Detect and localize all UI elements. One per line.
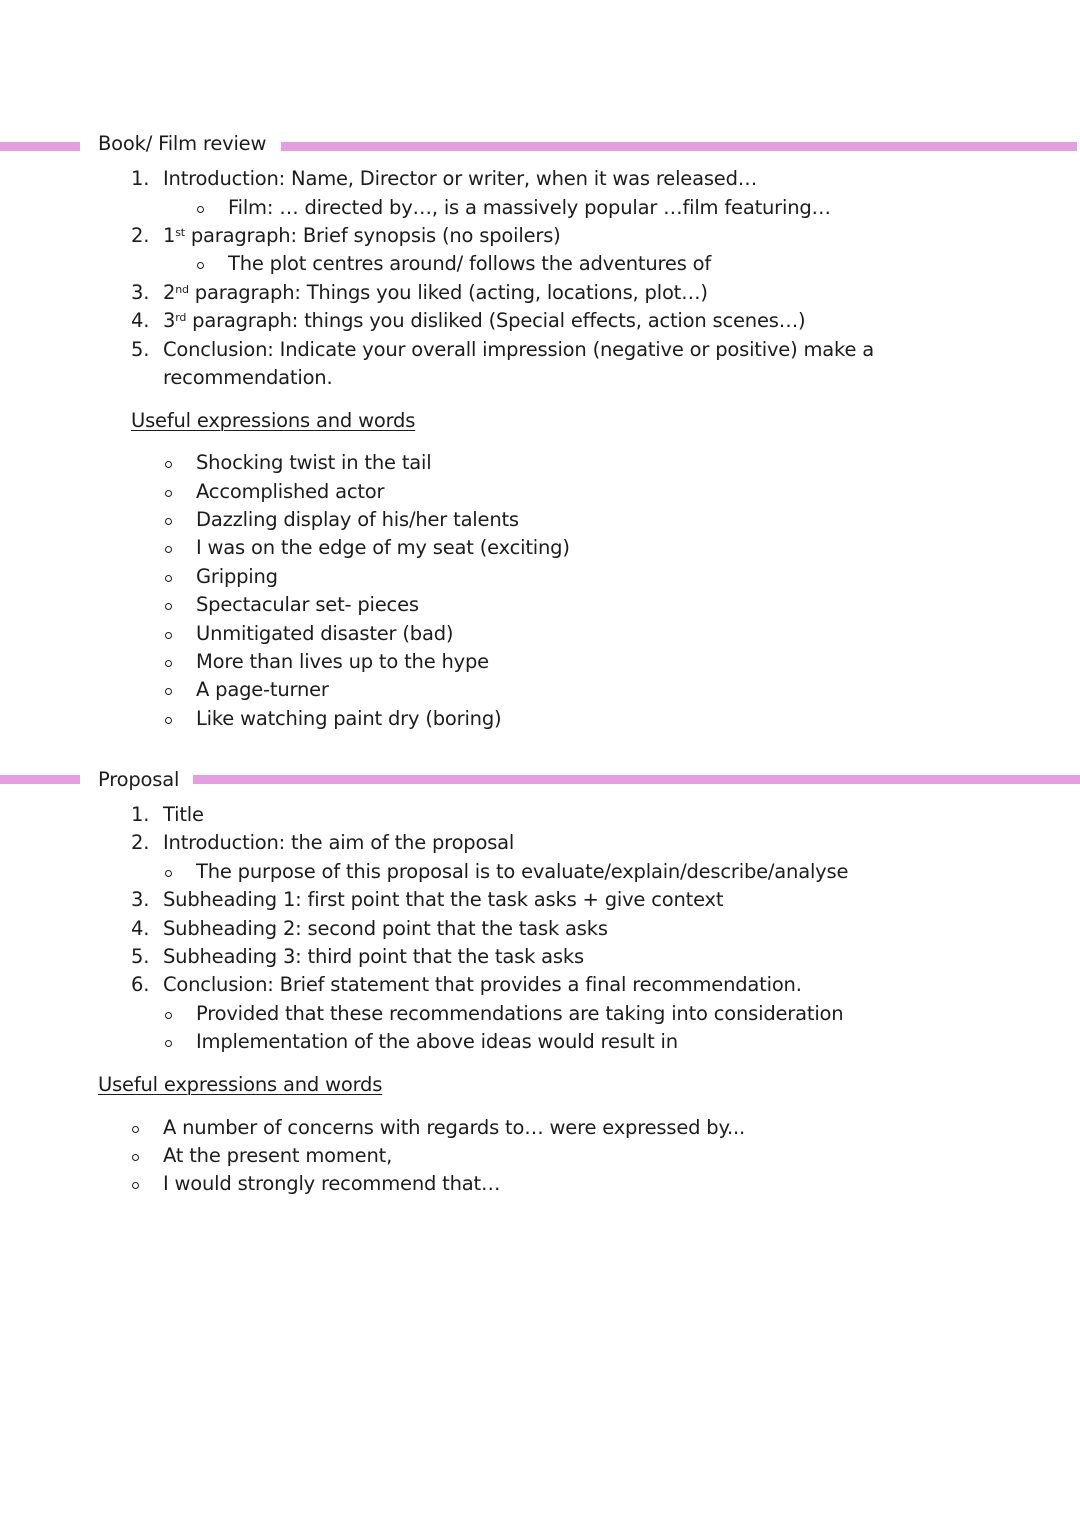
- section-heading-proposal: Proposal: [98, 768, 180, 791]
- bullet-icon: [132, 1126, 139, 1133]
- list-item-text: Introduction: Name, Director or writer, when it was released…: [163, 167, 758, 190]
- list-item: I was on the edge of my seat (exciting): [196, 536, 570, 559]
- list-item: A page-turner: [196, 678, 329, 701]
- bullet-icon: [165, 461, 172, 468]
- bullet-icon: [165, 688, 172, 695]
- list-number: 2.: [131, 831, 150, 854]
- list-number: 1.: [131, 803, 150, 826]
- list-item-text: Conclusion: Indicate your overall impression (negative or positive) make a: [163, 338, 874, 361]
- bullet-icon: [165, 632, 172, 639]
- list-number: 3.: [131, 888, 150, 911]
- list-item: At the present moment,: [163, 1144, 393, 1167]
- bullet-icon: [165, 603, 172, 610]
- section-heading-book-film-review: Book/ Film review: [98, 132, 267, 155]
- section-divider-left: [0, 775, 80, 784]
- list-number: 3.: [131, 281, 150, 304]
- bullet-icon: [165, 490, 172, 497]
- list-item: I would strongly recommend that…: [163, 1172, 501, 1195]
- bullet-icon: [165, 518, 172, 525]
- list-item: Accomplished actor: [196, 480, 385, 503]
- list-item: Shocking twist in the tail: [196, 451, 432, 474]
- bullet-icon: [165, 1012, 172, 1019]
- sub-item-text: The plot centres around/ follows the adventures of: [228, 252, 712, 275]
- list-item: Unmitigated disaster (bad): [196, 622, 454, 645]
- bullet-icon: [197, 262, 204, 269]
- list-number: 6.: [131, 973, 150, 996]
- list-item-text: Conclusion: Brief statement that provides a final recommendation.: [163, 973, 802, 996]
- list-number: 2.: [131, 224, 150, 247]
- list-number: 4.: [131, 309, 150, 332]
- sub-item-text: The purpose of this proposal is to evaluate/explain/describe/analyse: [196, 860, 849, 883]
- bullet-icon: [165, 660, 172, 667]
- section-divider-right: [281, 142, 1077, 151]
- bullet-icon: [132, 1182, 139, 1189]
- list-item-text: Subheading 2: second point that the task asks: [163, 917, 608, 940]
- list-item-text: Subheading 1: first point that the task asks + give context: [163, 888, 724, 911]
- sub-item-text: Implementation of the above ideas would result in: [196, 1030, 678, 1053]
- list-item-text: Subheading 3: third point that the task asks: [163, 945, 584, 968]
- list-item-text: 1st paragraph: Brief synopsis (no spoilers): [163, 224, 561, 247]
- bullet-icon: [165, 717, 172, 724]
- list-item: A number of concerns with regards to… were expressed by...: [163, 1116, 746, 1139]
- list-item-text: 2nd paragraph: Things you liked (acting, locations, plot…): [163, 281, 708, 304]
- list-item-text-continued: recommendation.: [163, 366, 333, 389]
- bullet-icon: [165, 1040, 172, 1047]
- list-item: Dazzling display of his/her talents: [196, 508, 519, 531]
- list-item: Spectacular set- pieces: [196, 593, 419, 616]
- useful-expressions-heading: Useful expressions and words: [131, 409, 416, 432]
- list-item-text: Title: [163, 803, 204, 826]
- list-number: 5.: [131, 338, 150, 361]
- sub-item-text: Provided that these recommendations are taking into consideration: [196, 1002, 844, 1025]
- list-number: 5.: [131, 945, 150, 968]
- bullet-icon: [165, 870, 172, 877]
- section-divider-left: [0, 142, 80, 151]
- list-item-text: Introduction: the aim of the proposal: [163, 831, 515, 854]
- bullet-icon: [197, 206, 204, 213]
- list-item: Gripping: [196, 565, 278, 588]
- sub-item-text: Film: … directed by…, is a massively popular …film featuring…: [228, 196, 831, 219]
- useful-expressions-heading: Useful expressions and words: [98, 1073, 383, 1096]
- list-item: More than lives up to the hype: [196, 650, 489, 673]
- bullet-icon: [132, 1154, 139, 1161]
- list-number: 1.: [131, 167, 150, 190]
- bullet-icon: [165, 546, 172, 553]
- list-item-text: 3rd paragraph: things you disliked (Special effects, action scenes…): [163, 309, 806, 332]
- list-item: Like watching paint dry (boring): [196, 707, 502, 730]
- bullet-icon: [165, 575, 172, 582]
- section-divider-right: [193, 775, 1080, 784]
- list-number: 4.: [131, 917, 150, 940]
